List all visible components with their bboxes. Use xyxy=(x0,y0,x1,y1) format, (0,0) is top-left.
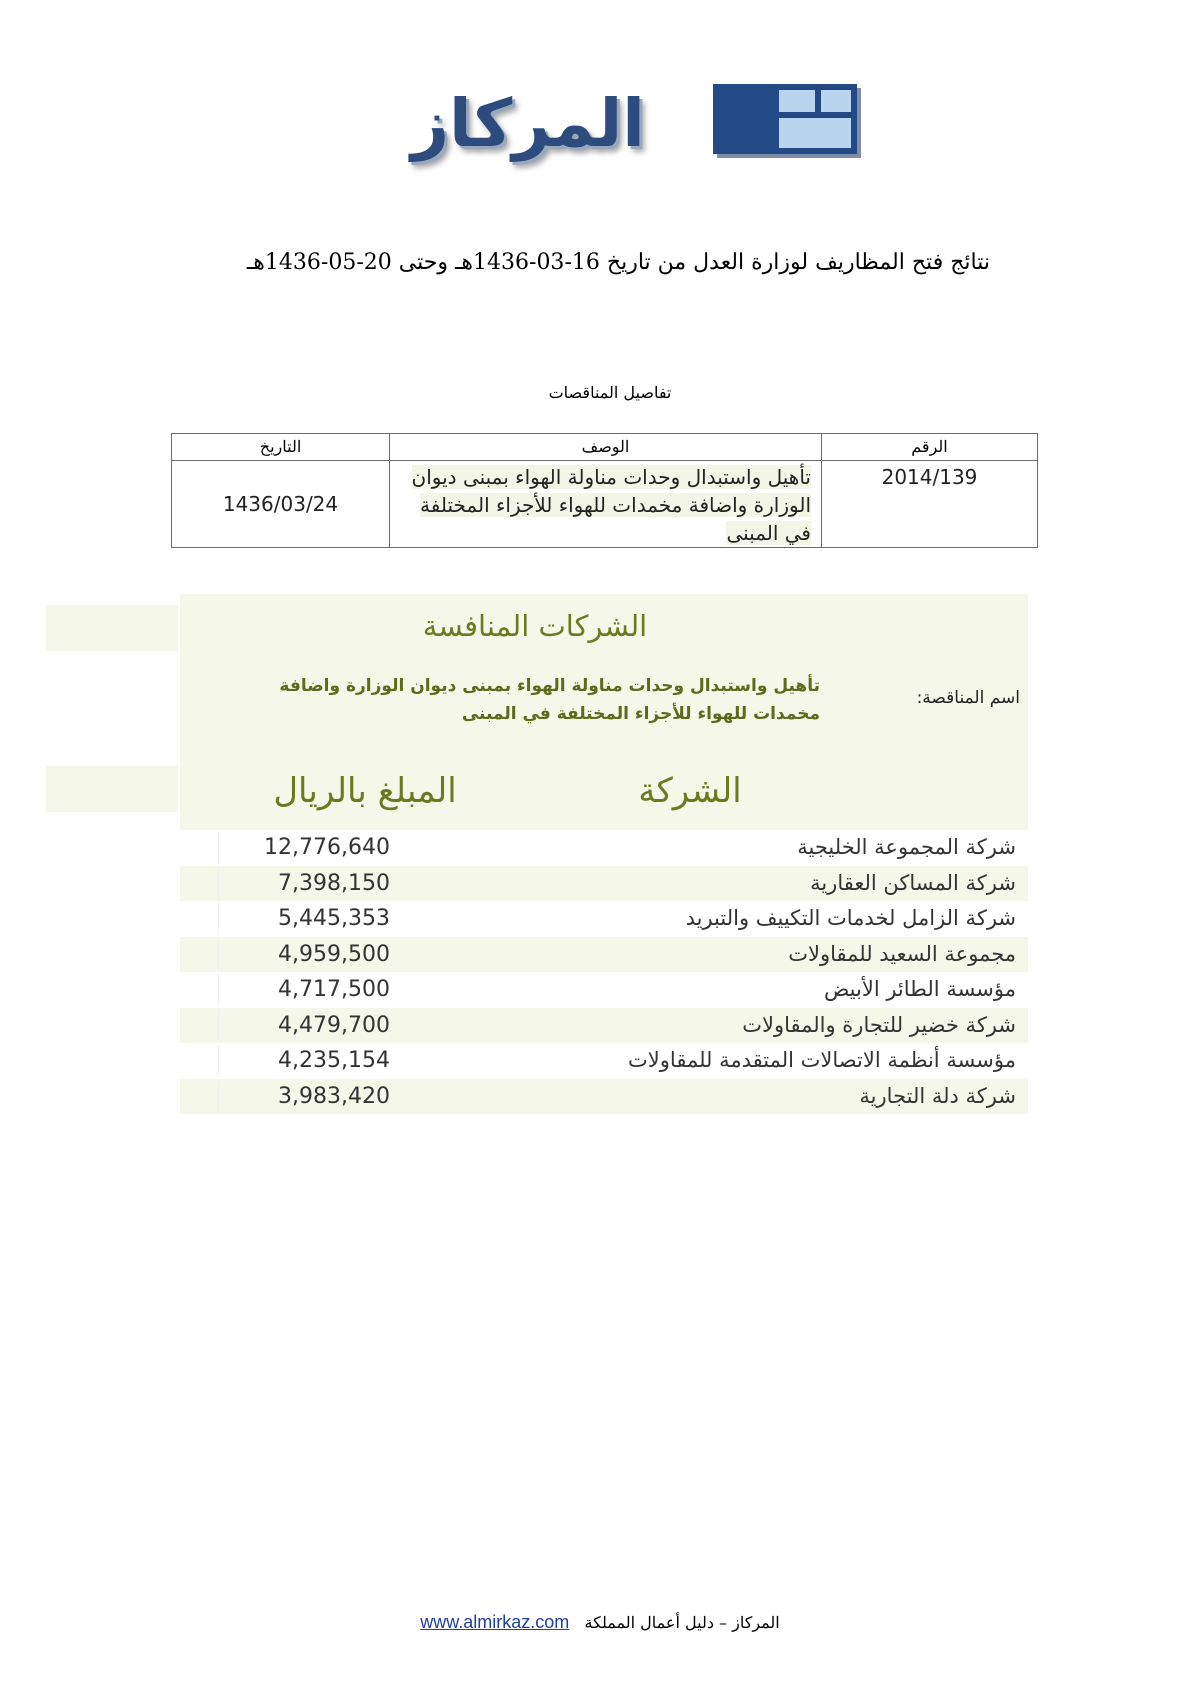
company-amount: 7,398,150 xyxy=(278,870,390,896)
logo xyxy=(368,78,864,170)
company-amount: 4,717,500 xyxy=(278,977,390,1002)
tender-date: 1436/03/24 xyxy=(172,461,390,548)
panel-side-band xyxy=(46,605,178,651)
company-name: شركة خضير للتجارة والمقاولات xyxy=(742,1012,1016,1037)
tender-name-label: اسم المناقصة: xyxy=(916,688,1020,708)
company-amount: 4,479,700 xyxy=(278,1012,390,1038)
row-spacer xyxy=(188,868,219,899)
company-amount: 4,235,154 xyxy=(278,1048,390,1073)
tender-name-value: تأهيل واستبدال وحدات مناولة الهواء بمبنى ديوان الوزارة واضافة مخمدات للهواء للأجزاء المختلفة في المبنى xyxy=(279,676,820,724)
company-list xyxy=(180,830,1028,1114)
tender-details-table xyxy=(171,433,1038,548)
tender-number: 2014/139 xyxy=(822,461,1038,548)
list-item xyxy=(180,866,1028,902)
row-spacer xyxy=(188,974,219,1005)
footer-website-link[interactable]: www.almirkaz.com xyxy=(420,1612,570,1632)
row-spacer xyxy=(188,832,219,863)
footer xyxy=(380,1610,820,1635)
list-item xyxy=(180,1079,1028,1115)
row-spacer xyxy=(188,1045,219,1076)
row-spacer xyxy=(188,903,219,934)
tender-description-cell xyxy=(390,461,822,548)
list-item xyxy=(180,1043,1028,1079)
list-item xyxy=(180,1008,1028,1044)
logo-wordmark: المركاز xyxy=(411,85,645,162)
header-description: الوصف xyxy=(390,434,822,461)
tender-description: تأهيل واستبدال وحدات مناولة الهواء بمبنى ديوان الوزارة واضافة مخمدات للهواء للأجزاء المختلفة في المبنى xyxy=(411,465,811,545)
panel-side-band xyxy=(46,766,178,812)
company-name: شركة المجموعة الخليجية xyxy=(797,835,1016,859)
list-item xyxy=(180,830,1028,866)
company-name: مجموعة السعيد للمقاولات xyxy=(788,941,1016,966)
table-header-row xyxy=(172,434,1038,461)
table-row xyxy=(172,461,1038,548)
company-name: مؤسسة الطائر الأبيض xyxy=(823,977,1016,1001)
row-spacer xyxy=(188,1010,219,1041)
company-amount: 5,445,353 xyxy=(278,906,390,931)
company-name: شركة المساكن العقارية xyxy=(810,870,1016,895)
column-header-amount: المبلغ بالريال xyxy=(273,771,457,811)
competitors-heading: الشركات المنافسة xyxy=(422,609,648,643)
section-caption: تفاصيل المناقصات xyxy=(548,383,672,402)
company-name: شركة دلة التجارية xyxy=(859,1083,1016,1108)
list-item xyxy=(180,937,1028,973)
logo-grid-icon xyxy=(713,84,861,158)
company-name: مؤسسة أنظمة الاتصالات المتقدمة للمقاولات xyxy=(628,1048,1016,1072)
company-amount: 4,959,500 xyxy=(278,941,390,967)
footer-tagline: المركاز – دليل أعمال المملكة xyxy=(584,1613,780,1632)
company-amount: 3,983,420 xyxy=(278,1083,390,1109)
header-date: التاريخ xyxy=(172,434,390,461)
column-header-company: الشركة xyxy=(638,771,742,811)
company-name: شركة الزامل لخدمات التكييف والتبريد xyxy=(685,906,1016,930)
header-number: الرقم xyxy=(822,434,1038,461)
page-title: نتائج فتح المظاريف لوزارة العدل من تاريخ 16-03-1436هـ وحتى 20-05-1436هـ xyxy=(246,250,990,275)
company-amount: 12,776,640 xyxy=(264,835,390,860)
list-item xyxy=(180,901,1028,937)
list-item xyxy=(180,972,1028,1008)
row-spacer xyxy=(188,1081,219,1112)
row-spacer xyxy=(188,939,219,970)
